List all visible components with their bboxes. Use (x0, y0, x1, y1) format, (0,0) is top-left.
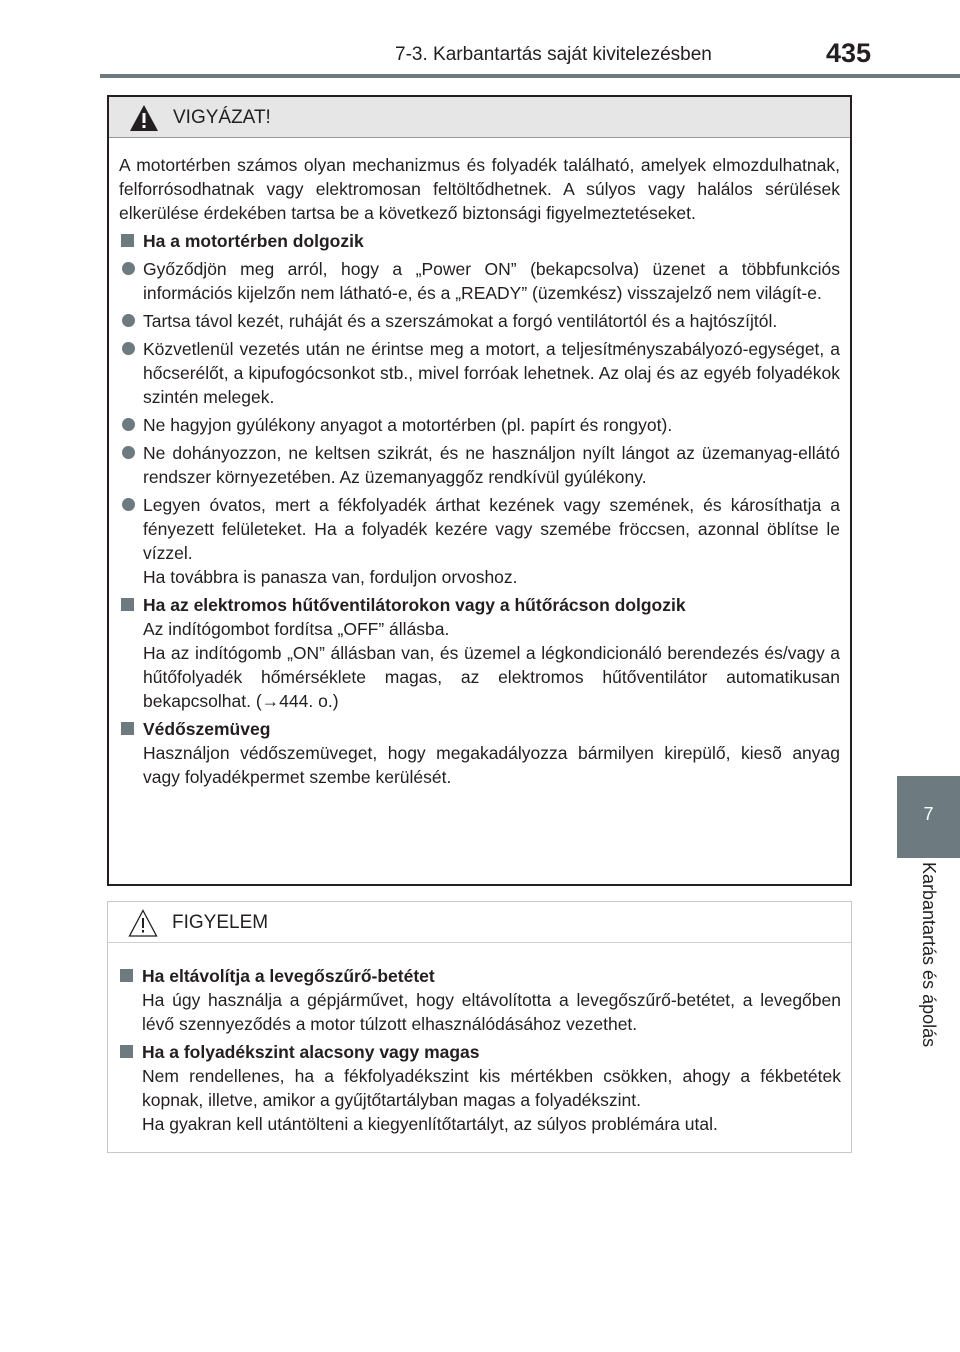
section-title-fluid-level: Ha a folyadékszint alacsony vagy magas (118, 1040, 841, 1064)
list-item: Ne hagyjon gyúlékony anyagot a motortérben (pl. papírt és rongyot). (119, 413, 840, 437)
list-item: Legyen óvatos, mert a fékfolyadék árthat kezének vagy szemének, és károsíthatja a fényezett felületeket. Ha a folyadék kezére vagy szemébe fröccsen, azonnal öblítse le vízzel. (119, 493, 840, 565)
warning-header (109, 97, 850, 138)
paragraph: Használjon védőszemüveget, hogy megakadályozza bármilyen kirepülő, kiesõ anyag vagy folyadékpermet szembe kerülését. (143, 743, 840, 787)
list-item: Ne dohányozzon, ne keltsen szikrát, és ne használjon nyílt lángot az üzemanyag-ellátó rendszer környezetében. Az üzemanyaggőz rendkívül gyúlékony. (119, 441, 840, 489)
chapter-label-text: Karbantartás és ápolás (918, 862, 939, 1048)
paragraph: Ha gyakran kell utántölteni a kiegyenlítőtartályt, az súlyos problémára utal. (142, 1114, 718, 1134)
warning-box (107, 95, 852, 886)
warning-title: VIGYÁZAT! (173, 107, 271, 128)
warning-intro: A motortérben számos olyan mechanizmus és folyadék található, amelyek elmozdulhatnak, felforrósodhatnak vagy elektromosan feltöltődhetnek. A súlyos vagy halálos sérülések elkerülése érdekében tartsa be a következő biztonsági figyelmeztetéseket. (119, 155, 840, 223)
section-title: 7-3. Karbantartás saját kivitelezésben (395, 44, 712, 65)
section-title-engine-bay: Ha a motortérben dolgozik (119, 229, 840, 253)
paragraph: Az indítógombot fordítsa „OFF” állásba. (143, 619, 450, 639)
paragraph: Ha az indítógomb „ON” állásban van, és üzemel a légkondicionáló berendezés és/vagy a hűtőfolyadék hőmérséklete magas, az elektromos hűtőventilátor automatikusan bekapcsolhat. (→444. o.) (143, 643, 840, 711)
chapter-number: 7 (923, 804, 934, 824)
page-number: 435 (826, 38, 872, 68)
warning-icon (129, 104, 159, 132)
list-item: Tartsa távol kezét, ruháját és a szerszámokat a forgó ventilátortól és a hajtószíjtól. (119, 309, 840, 333)
warning-content (109, 153, 850, 789)
section-title-air-filter: Ha eltávolítja a levegőszűrő-betétet (118, 964, 841, 988)
list-item: Győződjön meg arról, hogy a „Power ON” (bekapcsolva) üzenet a többfunkciós információs kijelzőn nem látható-e, és a „READY” (üzemkész) visszajelző nem világít-e. (119, 257, 840, 305)
section-title-cooling-fans: Ha az elektromos hűtőventilátorokon vagy a hűtőrácson dolgozik (119, 593, 840, 617)
paragraph: Ha úgy használja a gépjárművet, hogy eltávolította a levegőszűrő-betétet, a levegőben lévő szennyeződés a motor túlzott elhasználódásához vezethet. (142, 990, 841, 1034)
chapter-tab[interactable] (897, 776, 960, 858)
list-item: Közvetlenül vezetés után ne érintse meg a motort, a teljesítményszabályozó-egységet, a hőcserélőt, a kipufogócsonkot stb., mivel forróak lehetnek. Az olaj és az egyéb folyadékok szintén melegek. (119, 337, 840, 409)
notice-content (108, 960, 851, 1136)
caution-icon (128, 909, 158, 937)
notice-header (108, 902, 851, 943)
chapter-label (897, 862, 960, 1122)
notice-box (107, 901, 852, 1153)
paragraph: Nem rendellenes, ha a fékfolyadékszint kis mértékben csökken, ahogy a fékbetétek kopnak, illetve, amikor a gyűjtőtartályban magas a folyadékszint. (142, 1066, 841, 1110)
header-rule (100, 74, 960, 78)
notice-title: FIGYELEM (172, 912, 269, 933)
section-title-goggles: Védőszemüveg (119, 717, 840, 741)
list-item-continuation: Ha továbbra is panasza van, forduljon orvoshoz. (143, 567, 518, 587)
